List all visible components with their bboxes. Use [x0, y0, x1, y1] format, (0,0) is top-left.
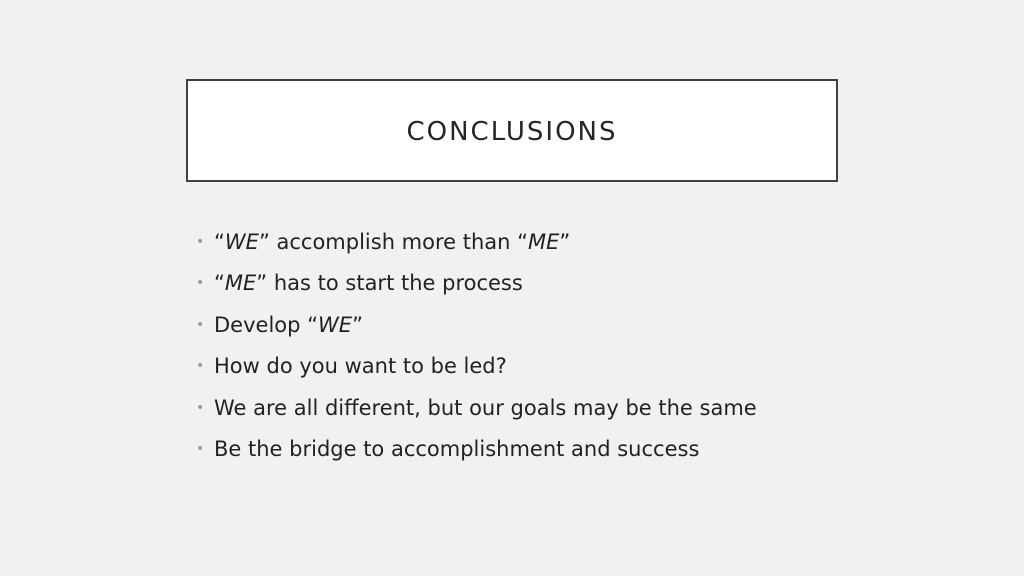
emphasis-text: WE: [318, 312, 353, 337]
bullet-item-5: [196, 387, 757, 429]
bullet-item-1: [196, 221, 757, 263]
bullet-text: How do you want to be led?: [214, 354, 507, 379]
bullet-text: [214, 313, 363, 337]
bullet-item-6: [196, 429, 757, 471]
slide-title: CONCLUSIONS: [406, 116, 618, 147]
text-fragment: ”: [352, 312, 363, 337]
emphasis-text: ME: [528, 229, 560, 254]
text-fragment: “: [214, 229, 225, 254]
bullet-list: [196, 221, 757, 470]
emphasis-text: ME: [224, 271, 257, 296]
bullet-marker: •: [196, 399, 205, 416]
text-fragment: Develop “: [214, 312, 319, 337]
text-fragment: ” has to start the process: [256, 271, 523, 296]
text-fragment: “: [214, 271, 225, 296]
bullet-item-3: [196, 304, 757, 346]
bullet-item-2: [196, 263, 757, 305]
text-fragment: ”: [559, 229, 571, 254]
bullet-marker: •: [196, 441, 205, 458]
title-box: [186, 79, 838, 182]
text-fragment: ” accomplish more than “: [258, 229, 529, 254]
bullet-text: We are all different, but our goals may be the same: [214, 395, 757, 420]
bullet-text: Be the bridge to accomplishment and success: [214, 437, 700, 462]
bullet-text: [214, 230, 570, 254]
emphasis-text: WE: [224, 229, 259, 254]
bullet-text: [214, 271, 523, 295]
bullet-marker: •: [196, 233, 205, 250]
bullet-marker: •: [196, 358, 205, 375]
bullet-marker: •: [196, 275, 205, 292]
bullet-item-4: [196, 346, 757, 388]
bullet-marker: •: [196, 316, 205, 333]
